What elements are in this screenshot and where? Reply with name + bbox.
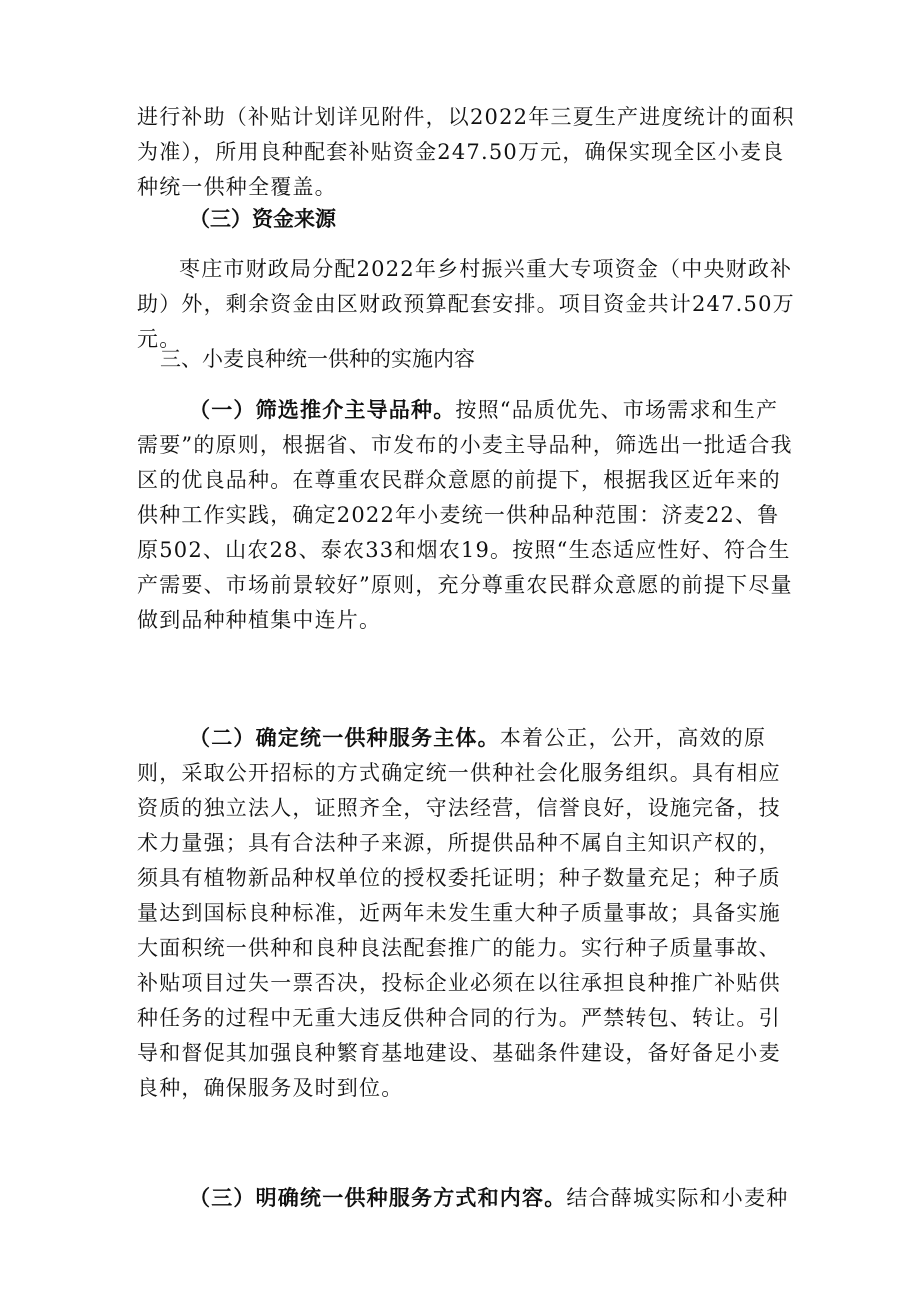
item-3-body: 结合薛城实际和小麦种 <box>566 1186 789 1210</box>
item-1-body: 按照“品质优先、市场需求和生产需要”的原则，根据省、市发布的小麦主导品种，筛选出一批适合我区的优良品种。在尊重农民群众意愿的前提下，根据我区近年来的供种工作实践，确定2022年小麦统一供种品种范围：济麦22、鲁原502、山农28、泰农33和烟农19。按照“生态适应性好、符合生产需要、市场前景较好”原则，充分尊重农民群众意愿的前提下尽量做到品种种植集中连片。 <box>137 398 793 632</box>
paragraph-item-2 <box>137 720 797 1106</box>
paragraph-item-3 <box>137 1180 797 1216</box>
heading-funding-source: （三）资金来源 <box>189 206 336 231</box>
item-2-body: 本着公正，公开，高效的原则，采取公开招标的方式确定统一供种社会化服务组织。具有相应资质的独立法人，证照齐全，守法经营，信誉良好，设施完备，技术力量强；具有合法种子来源，所提供品种不属自主知识产权的，须具有植物新品种权单位的授权委托证明；种子数量充足；种子质量达到国标良种标准，近两年未发生重大种子质量事故；具备实施大面积统一供种和良种良法配套推广的能力。实行种子质量事故、补贴项目过失一票否决，投标企业必须在以往承担良种推广补贴供种任务的过程中无重大违反供种合同的行为。严禁转包、转让。引导和督促其加强良种繁育基地建设、基础条件建设，备好备足小麦良种，确保服务及时到位。 <box>137 726 781 1100</box>
paragraph-funding: 枣庄市财政局分配2022年乡村振兴重大专项资金（中央财政补助）外，剩余资金由区财政预算配套安排。项目资金共计247.50万元。 <box>137 257 795 351</box>
item-1-title: （一）筛选推介主导品种。 <box>189 397 456 422</box>
item-3-title: （三）明确统一供种服务方式和内容。 <box>189 1185 567 1210</box>
paragraph-subsidy: 进行补助（补贴计划详见附件，以2022年三夏生产进度统计的面积为准），所用良种配套补贴资金247.50万元，确保实现全区小麦良种统一供种全覆盖。 <box>137 105 795 199</box>
paragraph-item-1 <box>137 392 797 638</box>
section-heading-implementation: 三、小麦良种统一供种的实施内容 <box>160 347 475 371</box>
item-2-title: （二）确定统一供种服务主体。 <box>189 725 500 750</box>
